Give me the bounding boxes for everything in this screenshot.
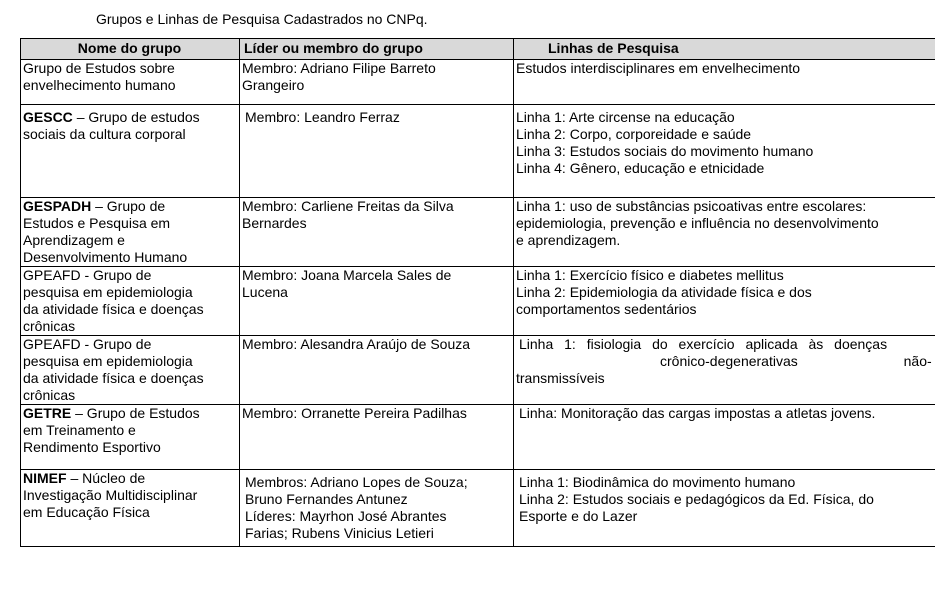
research-line: epidemiologia, prevenção e influência no desenvolvimento xyxy=(516,215,879,231)
group-name-text: – Grupo de xyxy=(95,198,166,214)
group-name-line: Grupo de Estudos sobre xyxy=(23,60,175,76)
research-line: Linha 2: Corpo, corporeidade e saúde xyxy=(516,126,752,142)
group-name-line: Desenvolvimento Humano xyxy=(23,249,188,265)
table-row xyxy=(21,198,935,267)
research-line: Linha 3: Estudos sociais do movimento humano xyxy=(516,143,814,159)
research-lines-cell xyxy=(514,267,935,336)
member-cell xyxy=(240,336,514,405)
member-line: Farias; Rubens Vinicius Letieri xyxy=(245,525,434,541)
group-name-line: Estudos e Pesquisa em xyxy=(23,215,171,231)
research-line: Esporte e do Lazer xyxy=(519,508,638,524)
member-cell xyxy=(240,60,514,105)
research-line: crônico-degenerativas não- xyxy=(660,353,932,369)
member-line: Membro: Alesandra Araújo de Souza xyxy=(242,336,471,352)
member-cell xyxy=(240,198,514,267)
header-leader-member: Líder ou membro do grupo xyxy=(240,39,514,60)
group-acronym: GETRE xyxy=(23,405,72,421)
research-line: Linha: Monitoração das cargas impostas a atletas jovens. xyxy=(519,405,876,421)
research-line: Estudos interdisciplinares em envelhecimento xyxy=(516,60,801,76)
research-lines-cell xyxy=(514,405,935,470)
member-cell xyxy=(240,105,514,198)
group-name-line: crônicas xyxy=(23,387,76,403)
group-name-line: GPEAFD - Grupo de xyxy=(23,267,152,283)
group-name-line xyxy=(23,470,236,487)
research-line: Linha 1: uso de substâncias psicoativas entre escolares: xyxy=(516,198,867,214)
table-row xyxy=(21,105,935,198)
group-name-line: Investigação Multidisciplinar xyxy=(23,487,198,503)
research-groups-table xyxy=(20,38,935,547)
group-name-line: da atividade física e doenças xyxy=(23,301,204,317)
table-row xyxy=(21,405,935,470)
group-name-line xyxy=(23,405,236,422)
research-line: Linha 1: Biodinâmica do movimento humano xyxy=(519,474,796,490)
research-line: Linha 2: Epidemiologia da atividade física e dos xyxy=(516,284,812,300)
research-line: Linha 1: fisiologia do exercício aplicada às doenças xyxy=(519,336,888,352)
group-name-line: sociais da cultura corporal xyxy=(23,126,186,142)
member-cell xyxy=(240,470,514,547)
table-row xyxy=(21,267,935,336)
group-name-text: – Núcleo de xyxy=(70,470,146,486)
header-research-lines: Linhas de Pesquisa xyxy=(514,39,935,60)
table-header-row xyxy=(21,39,935,60)
member-line: Membro: Orranette Pereira Padilhas xyxy=(242,405,467,421)
research-line: Linha 1: Arte circense na educação xyxy=(516,109,735,125)
table-row xyxy=(21,336,935,405)
group-name-text: – Grupo de estudos xyxy=(76,109,200,125)
research-line: e aprendizagem. xyxy=(516,232,621,248)
research-line: Linha 2: Estudos sociais e pedagógicos da Ed. Física, do xyxy=(519,491,874,507)
group-name-cell xyxy=(21,198,240,267)
research-line: transmissíveis xyxy=(516,370,605,386)
group-name-line: Aprendizagem e xyxy=(23,232,125,248)
member-line: Grangeiro xyxy=(242,77,305,93)
research-lines-cell xyxy=(514,105,935,198)
research-line: Linha 1: Exercício físico e diabetes mellitus xyxy=(516,267,784,283)
member-line: Membro: Adriano Filipe Barreto xyxy=(242,60,436,76)
group-acronym: NIMEF xyxy=(23,470,67,486)
group-name-line: da atividade física e doenças xyxy=(23,370,204,386)
header-group-name: Nome do grupo xyxy=(21,39,240,60)
member-line: Membro: Leandro Ferraz xyxy=(245,109,400,125)
research-lines-cell xyxy=(514,198,935,267)
member-line: Membro: Joana Marcela Sales de xyxy=(242,267,452,283)
research-lines-cell xyxy=(514,60,935,105)
group-name-cell xyxy=(21,105,240,198)
group-name-line: pesquisa em epidemiologia xyxy=(23,284,193,300)
member-line: Membros: Adriano Lopes de Souza; xyxy=(245,474,468,490)
member-line: Membro: Carliene Freitas da Silva xyxy=(242,198,454,214)
group-acronym: GESPADH xyxy=(23,198,92,214)
group-name-line: crônicas xyxy=(23,318,76,334)
member-line: Lucena xyxy=(242,284,288,300)
group-name-text: – Grupo de Estudos xyxy=(75,405,200,421)
group-name-line: envelhecimento humano xyxy=(23,77,176,93)
member-line: Líderes: Mayrhon José Abrantes xyxy=(245,508,447,524)
member-line: Bruno Fernandes Antunez xyxy=(245,491,408,507)
group-name-cell xyxy=(21,267,240,336)
group-name-line: GPEAFD - Grupo de xyxy=(23,336,152,352)
table-row xyxy=(21,60,935,105)
group-name-cell xyxy=(21,60,240,105)
group-name-cell xyxy=(21,405,240,470)
research-lines-cell xyxy=(514,336,935,405)
group-name-line xyxy=(23,109,236,126)
table-caption: Grupos e Linhas de Pesquisa Cadastrados no CNPq. xyxy=(96,11,428,27)
group-name-line: Rendimento Esportivo xyxy=(23,439,161,455)
research-lines-cell xyxy=(514,470,935,547)
group-name-cell xyxy=(21,336,240,405)
group-name-line xyxy=(23,198,236,215)
group-name-cell xyxy=(21,470,240,547)
member-cell xyxy=(240,405,514,470)
group-name-line: em Educação Física xyxy=(23,504,150,520)
research-line: Linha 4: Gênero, educação e etnicidade xyxy=(516,160,765,176)
group-name-line: em Treinamento e xyxy=(23,422,136,438)
table-row xyxy=(21,470,935,547)
group-acronym: GESCC xyxy=(23,109,73,125)
group-name-line: pesquisa em epidemiologia xyxy=(23,353,193,369)
member-cell xyxy=(240,267,514,336)
member-line: Bernardes xyxy=(242,215,307,231)
research-line: comportamentos sedentários xyxy=(516,301,697,317)
